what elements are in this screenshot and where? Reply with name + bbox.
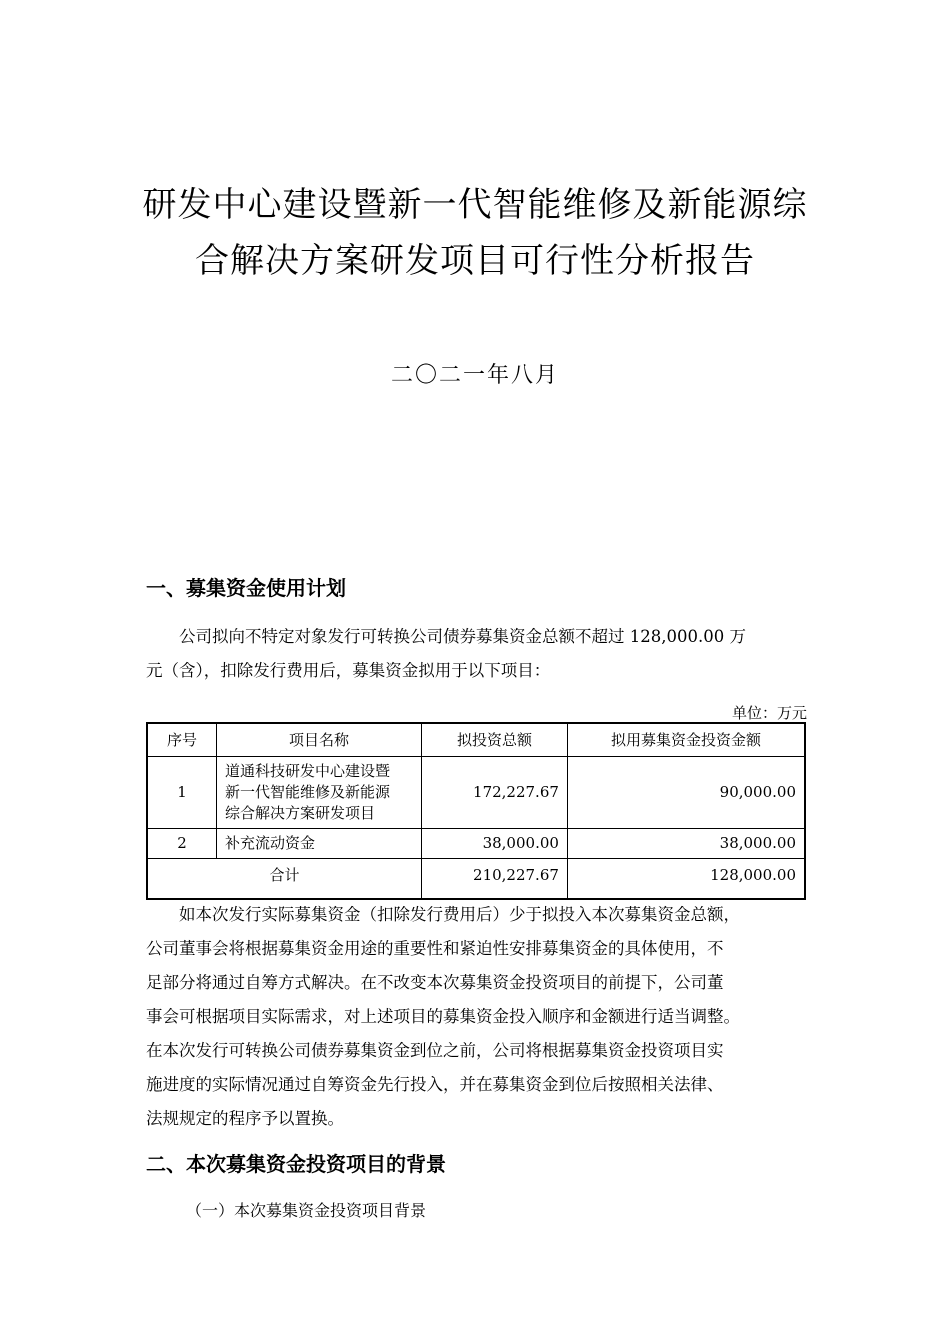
body-paragraph <box>146 898 810 1136</box>
project-name-line: 道通科技研发中心建设暨 <box>225 762 391 780</box>
header-raised-funds: 拟用募集资金投资金额 <box>567 723 805 757</box>
unit-label: 单位：万元 <box>731 704 807 722</box>
intro-paragraph <box>146 620 810 688</box>
row-raised-funds: 90,000.00 <box>567 757 805 829</box>
project-name-line: 新一代智能维修及新能源 <box>225 783 391 801</box>
project-name-line: 综合解决方案研发项目 <box>225 804 376 822</box>
body-line: 法规规定的程序予以置换。 <box>146 1109 344 1128</box>
row-project-name <box>217 829 422 859</box>
subsection-heading: （一）本次募集资金投资项目背景 <box>186 1201 427 1220</box>
project-name-line: 补充流动资金 <box>225 834 316 852</box>
row-total-investment: 38,000.00 <box>422 829 568 859</box>
body-line: 足部分将通过自筹方式解决。在不改变本次募集资金投资项目的前提下，公司董 <box>146 973 724 992</box>
table-row <box>147 757 805 829</box>
row-total-investment: 172,227.67 <box>422 757 568 829</box>
row-raised-funds: 38,000.00 <box>567 829 805 859</box>
section-heading-fund-plan: 一、募集资金使用计划 <box>146 576 346 600</box>
header-index: 序号 <box>147 723 217 757</box>
header-total-investment: 拟投资总额 <box>422 723 568 757</box>
body-line: 如本次发行实际募集资金（扣除发行费用后）少于拟投入本次募集资金总额， <box>179 905 740 924</box>
total-investment-sum: 210,227.67 <box>422 859 568 899</box>
body-line: 在本次发行可转换公司债券募集资金到位之前，公司将根据募集资金投资项目实 <box>146 1041 724 1060</box>
header-project-name: 项目名称 <box>217 723 422 757</box>
intro-line-2: 元（含），扣除发行费用后，募集资金拟用于以下项目： <box>146 661 551 680</box>
table-row <box>147 829 805 859</box>
body-line: 公司董事会将根据募集资金用途的重要性和紧迫性安排募集资金的具体使用，不 <box>146 939 724 958</box>
document-date: 二〇二一年八月 <box>390 363 559 388</box>
document-title-line-2: 合解决方案研发项目可行性分析报告 <box>195 241 755 281</box>
raised-funds-sum: 128,000.00 <box>567 859 805 899</box>
row-index: 2 <box>147 829 217 859</box>
row-index: 1 <box>147 757 217 829</box>
body-line: 事会可根据项目实际需求，对上述项目的募集资金投入顺序和金额进行适当调整。 <box>146 1007 740 1026</box>
table-header-row <box>147 723 805 757</box>
total-label: 合计 <box>147 859 422 899</box>
document-title-line-1: 研发中心建设暨新一代智能维修及新能源综 <box>142 185 808 225</box>
row-project-name <box>217 757 422 829</box>
table-total-row <box>147 859 805 899</box>
intro-line-1: 公司拟向不特定对象发行可转换公司债券募集资金总额不超过 128,000.00 万 <box>179 627 746 646</box>
section-heading-background: 二、本次募集资金投资项目的背景 <box>146 1152 446 1176</box>
fund-usage-table <box>146 722 806 900</box>
body-line: 施进度的实际情况通过自筹资金先行投入，并在募集资金到位后按照相关法律、 <box>146 1075 724 1094</box>
